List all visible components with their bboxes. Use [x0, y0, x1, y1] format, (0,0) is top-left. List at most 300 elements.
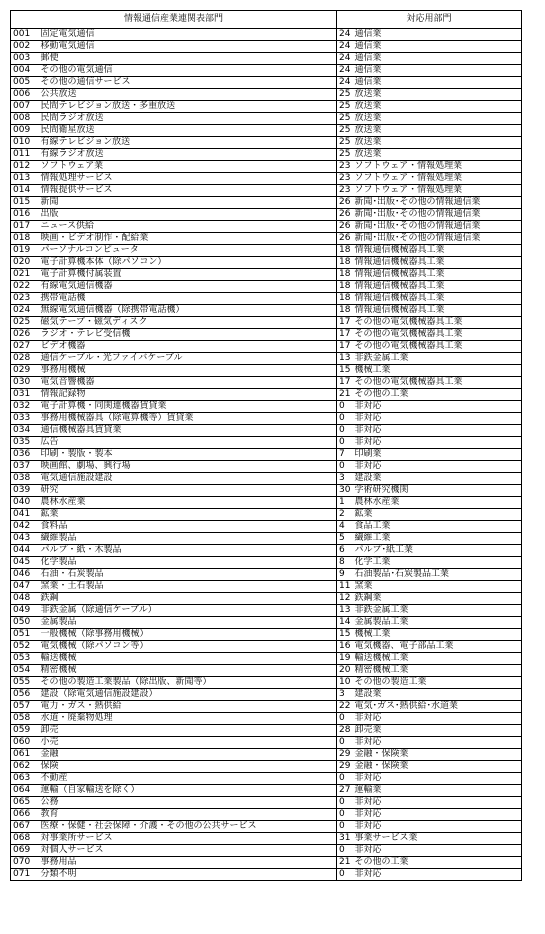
target-code-cell: 7 — [337, 449, 353, 461]
table-row — [11, 137, 522, 149]
sector-name-cell: 電気通信施設建設 — [39, 473, 337, 485]
target-code-cell: 23 — [337, 185, 353, 197]
table-row — [11, 797, 522, 809]
target-name-cell: 非対応 — [352, 413, 521, 425]
sector-name-cell: 有線テレビジョン放送 — [39, 137, 337, 149]
target-code-cell: 6 — [337, 545, 353, 557]
sector-code-cell: 021 — [11, 269, 39, 281]
table-row — [11, 41, 522, 53]
target-code-cell: 0 — [337, 773, 353, 785]
target-code-cell: 4 — [337, 521, 353, 533]
sector-name-cell: 化学製品 — [39, 557, 337, 569]
table-row — [11, 293, 522, 305]
table-row — [11, 725, 522, 737]
table-row — [11, 761, 522, 773]
sector-code-cell: 058 — [11, 713, 39, 725]
sector-name-cell: 出版 — [39, 209, 337, 221]
sector-code-cell: 017 — [11, 221, 39, 233]
target-name-cell: その他の電気機械器具工業 — [352, 329, 521, 341]
target-name-cell: 非対応 — [352, 713, 521, 725]
sector-name-cell: 医療・保健・社会保障・介護・その他の公共サービス — [39, 821, 337, 833]
target-code-cell: 3 — [337, 689, 353, 701]
sector-code-cell: 015 — [11, 197, 39, 209]
sector-name-cell: パルプ・紙・木製品 — [39, 545, 337, 557]
target-code-cell: 24 — [337, 77, 353, 89]
target-name-cell: 情報通信機械器具工業 — [352, 281, 521, 293]
target-code-cell: 13 — [337, 605, 353, 617]
target-name-cell: 非対応 — [352, 821, 521, 833]
target-code-cell: 0 — [337, 425, 353, 437]
table-row — [11, 773, 522, 785]
sector-name-cell: 金属製品 — [39, 617, 337, 629]
target-code-cell: 10 — [337, 677, 353, 689]
table-row — [11, 173, 522, 185]
table-row — [11, 677, 522, 689]
table-row — [11, 65, 522, 77]
sector-code-cell: 007 — [11, 101, 39, 113]
sector-code-cell: 028 — [11, 353, 39, 365]
sector-name-cell: 保険 — [39, 761, 337, 773]
table-row — [11, 365, 522, 377]
sector-name-cell: 情報記録物 — [39, 389, 337, 401]
sector-code-cell: 038 — [11, 473, 39, 485]
sector-name-cell: 電力・ガス・熱供給 — [39, 701, 337, 713]
sector-code-cell: 060 — [11, 737, 39, 749]
sector-code-cell: 037 — [11, 461, 39, 473]
table-row — [11, 869, 522, 881]
table-row — [11, 101, 522, 113]
target-name-cell: 金融・保険業 — [352, 761, 521, 773]
sector-code-cell: 047 — [11, 581, 39, 593]
sector-name-cell: 有線電気通信機器 — [39, 281, 337, 293]
target-code-cell: 0 — [337, 413, 353, 425]
target-name-cell: 非対応 — [352, 425, 521, 437]
table-row — [11, 737, 522, 749]
target-name-cell: 放送業 — [352, 113, 521, 125]
target-name-cell: 情報通信機械器具工業 — [352, 305, 521, 317]
sector-name-cell: 民間テレビジョン放送・多重放送 — [39, 101, 337, 113]
target-name-cell: 新聞･出版･その他の情報通信業 — [352, 209, 521, 221]
sector-name-cell: 対事業所サービス — [39, 833, 337, 845]
table-row — [11, 29, 522, 41]
sector-code-cell: 002 — [11, 41, 39, 53]
target-name-cell: 卸売業 — [352, 725, 521, 737]
target-name-cell: 新聞･出版･その他の情報通信業 — [352, 233, 521, 245]
target-name-cell: その他の電気機械器具工業 — [352, 341, 521, 353]
sector-code-cell: 068 — [11, 833, 39, 845]
sector-code-cell: 063 — [11, 773, 39, 785]
sector-name-cell: 電気機械（除パソコン等） — [39, 641, 337, 653]
sector-code-cell: 045 — [11, 557, 39, 569]
sector-name-cell: 鉄鋼 — [39, 593, 337, 605]
sector-code-cell: 053 — [11, 653, 39, 665]
target-name-cell: 放送業 — [352, 137, 521, 149]
sector-code-cell: 018 — [11, 233, 39, 245]
target-name-cell: 窯業 — [352, 581, 521, 593]
sector-name-cell: 移動電気通信 — [39, 41, 337, 53]
table-row — [11, 389, 522, 401]
target-name-cell: 非対応 — [352, 437, 521, 449]
target-name-cell: その他の工業 — [352, 389, 521, 401]
target-code-cell: 29 — [337, 761, 353, 773]
sector-name-cell: ソフトウェア業 — [39, 161, 337, 173]
sector-name-cell: その他の製造工業製品（除出版、新聞等） — [39, 677, 337, 689]
table-row — [11, 401, 522, 413]
table-row — [11, 305, 522, 317]
target-name-cell: その他の工業 — [352, 857, 521, 869]
target-name-cell: 非対応 — [352, 809, 521, 821]
target-name-cell: 化学工業 — [352, 557, 521, 569]
sector-code-cell: 064 — [11, 785, 39, 797]
target-code-cell: 16 — [337, 641, 353, 653]
sector-name-cell: 情報処理サービス — [39, 173, 337, 185]
sector-name-cell: 卸売 — [39, 725, 337, 737]
target-code-cell: 17 — [337, 329, 353, 341]
table-row — [11, 449, 522, 461]
sector-name-cell: 公共放送 — [39, 89, 337, 101]
sector-name-cell: 輸送機械 — [39, 653, 337, 665]
sector-code-cell: 049 — [11, 605, 39, 617]
sector-name-cell: パーソナルコンピュータ — [39, 245, 337, 257]
target-name-cell: 金属製品工業 — [352, 617, 521, 629]
target-name-cell: 放送業 — [352, 101, 521, 113]
sector-name-cell: 通信ケーブル・光ファイバケーブル — [39, 353, 337, 365]
target-code-cell: 18 — [337, 281, 353, 293]
table-row — [11, 257, 522, 269]
target-code-cell: 24 — [337, 65, 353, 77]
table-row — [11, 653, 522, 665]
target-code-cell: 12 — [337, 593, 353, 605]
target-code-cell: 17 — [337, 317, 353, 329]
target-code-cell: 18 — [337, 257, 353, 269]
table-header-row — [11, 11, 522, 29]
sector-code-cell: 003 — [11, 53, 39, 65]
table-row — [11, 197, 522, 209]
sector-code-cell: 065 — [11, 797, 39, 809]
target-name-cell: 非対応 — [352, 845, 521, 857]
target-name-cell: ソフトウェア・情報処理業 — [352, 161, 521, 173]
sector-name-cell: 教育 — [39, 809, 337, 821]
sector-code-cell: 032 — [11, 401, 39, 413]
target-code-cell: 0 — [337, 437, 353, 449]
table-row — [11, 581, 522, 593]
table-row — [11, 533, 522, 545]
target-code-cell: 24 — [337, 41, 353, 53]
target-code-cell: 22 — [337, 701, 353, 713]
sector-name-cell: 磁気テープ・磁気ディスク — [39, 317, 337, 329]
sector-name-cell: 電気音響機器 — [39, 377, 337, 389]
sector-code-cell: 039 — [11, 485, 39, 497]
table-row — [11, 473, 522, 485]
target-name-cell: 鉄鋼業 — [352, 593, 521, 605]
target-name-cell: 輸送機械工業 — [352, 653, 521, 665]
target-name-cell: 電気･ガス･熱供給･水道業 — [352, 701, 521, 713]
target-name-cell: 通信業 — [352, 41, 521, 53]
target-name-cell: 建設業 — [352, 473, 521, 485]
target-name-cell: 非鉄金属工業 — [352, 353, 521, 365]
sector-name-cell: ラジオ・テレビ受信機 — [39, 329, 337, 341]
table-row — [11, 281, 522, 293]
table-row — [11, 221, 522, 233]
target-code-cell: 25 — [337, 137, 353, 149]
sector-name-cell: 事務用機械器具（除電算機等）賃貸業 — [39, 413, 337, 425]
table-row — [11, 413, 522, 425]
sector-name-cell: 研究 — [39, 485, 337, 497]
target-code-cell: 5 — [337, 533, 353, 545]
sector-name-cell: ニュース供給 — [39, 221, 337, 233]
table-row — [11, 497, 522, 509]
target-code-cell: 0 — [337, 869, 353, 881]
sector-name-cell: 固定電気通信 — [39, 29, 337, 41]
header-ict-sector: 情報通信産業連関表部門 — [11, 11, 337, 29]
sector-code-cell: 020 — [11, 257, 39, 269]
sector-code-cell: 027 — [11, 341, 39, 353]
target-name-cell: 機械工業 — [352, 629, 521, 641]
sector-code-cell: 055 — [11, 677, 39, 689]
sector-name-cell: 繊維製品 — [39, 533, 337, 545]
target-name-cell: 非対応 — [352, 797, 521, 809]
sector-code-cell: 046 — [11, 569, 39, 581]
sector-code-cell: 019 — [11, 245, 39, 257]
sector-name-cell: 精密機械 — [39, 665, 337, 677]
target-code-cell: 0 — [337, 713, 353, 725]
target-code-cell: 25 — [337, 101, 353, 113]
target-code-cell: 25 — [337, 113, 353, 125]
table-row — [11, 701, 522, 713]
target-name-cell: 事業サービス業 — [352, 833, 521, 845]
sector-name-cell: 対個人サービス — [39, 845, 337, 857]
table-row — [11, 185, 522, 197]
target-code-cell: 27 — [337, 785, 353, 797]
sector-name-cell: 事務用機械 — [39, 365, 337, 377]
target-name-cell: 建設業 — [352, 689, 521, 701]
table-row — [11, 125, 522, 137]
target-name-cell: 運輸業 — [352, 785, 521, 797]
sector-code-cell: 036 — [11, 449, 39, 461]
target-name-cell: その他の電気機械器具工業 — [352, 317, 521, 329]
table-row — [11, 353, 522, 365]
sector-code-cell: 026 — [11, 329, 39, 341]
target-code-cell: 2 — [337, 509, 353, 521]
target-code-cell: 13 — [337, 353, 353, 365]
table-row — [11, 329, 522, 341]
target-code-cell: 0 — [337, 797, 353, 809]
table-row — [11, 545, 522, 557]
table-row — [11, 233, 522, 245]
target-name-cell: 非対応 — [352, 737, 521, 749]
table-row — [11, 821, 522, 833]
table-row — [11, 485, 522, 497]
target-name-cell: 情報通信機械器具工業 — [352, 245, 521, 257]
table-row — [11, 149, 522, 161]
table-row — [11, 425, 522, 437]
table-row — [11, 557, 522, 569]
table-row — [11, 749, 522, 761]
target-code-cell: 18 — [337, 305, 353, 317]
sector-code-cell: 042 — [11, 521, 39, 533]
target-name-cell: 学術研究機関 — [352, 485, 521, 497]
sector-name-cell: 窯業・土石製品 — [39, 581, 337, 593]
target-code-cell: 9 — [337, 569, 353, 581]
target-name-cell: 情報通信機械器具工業 — [352, 293, 521, 305]
sector-name-cell: その他の通信サービス — [39, 77, 337, 89]
sector-code-cell: 012 — [11, 161, 39, 173]
sector-code-cell: 006 — [11, 89, 39, 101]
target-code-cell: 26 — [337, 233, 353, 245]
sector-code-cell: 050 — [11, 617, 39, 629]
sector-name-cell: 水道・廃棄物処理 — [39, 713, 337, 725]
table-row — [11, 809, 522, 821]
table-row — [11, 641, 522, 653]
table-row — [11, 593, 522, 605]
sector-name-cell: 携帯電話機 — [39, 293, 337, 305]
target-code-cell: 26 — [337, 209, 353, 221]
target-code-cell: 0 — [337, 401, 353, 413]
target-code-cell: 19 — [337, 653, 353, 665]
target-name-cell: 精密機械工業 — [352, 665, 521, 677]
header-corresponding-sector: 対応用部門 — [337, 11, 522, 29]
sector-name-cell: ビデオ機器 — [39, 341, 337, 353]
target-name-cell: ソフトウェア・情報処理業 — [352, 185, 521, 197]
target-code-cell: 25 — [337, 149, 353, 161]
table-row — [11, 461, 522, 473]
target-name-cell: その他の製造工業 — [352, 677, 521, 689]
sector-name-cell: 石油・石炭製品 — [39, 569, 337, 581]
sector-name-cell: 情報提供サービス — [39, 185, 337, 197]
target-code-cell: 0 — [337, 845, 353, 857]
table-row — [11, 341, 522, 353]
sector-code-cell: 011 — [11, 149, 39, 161]
target-name-cell: 通信業 — [352, 65, 521, 77]
target-code-cell: 20 — [337, 665, 353, 677]
table-row — [11, 77, 522, 89]
table-body — [11, 29, 522, 881]
target-code-cell: 1 — [337, 497, 353, 509]
table-row — [11, 161, 522, 173]
table-row — [11, 785, 522, 797]
sector-name-cell: 民間衛星放送 — [39, 125, 337, 137]
table-row — [11, 53, 522, 65]
sector-code-cell: 025 — [11, 317, 39, 329]
sector-name-cell: 電子計算機本体（除パソコン） — [39, 257, 337, 269]
target-code-cell: 11 — [337, 581, 353, 593]
sector-code-cell: 061 — [11, 749, 39, 761]
sector-code-cell: 024 — [11, 305, 39, 317]
target-name-cell: 石油製品･石炭製品工業 — [352, 569, 521, 581]
table-row — [11, 437, 522, 449]
sector-code-cell: 009 — [11, 125, 39, 137]
target-name-cell: 繊維工業 — [352, 533, 521, 545]
target-code-cell: 15 — [337, 629, 353, 641]
target-name-cell: 非対応 — [352, 869, 521, 881]
target-name-cell: 非対応 — [352, 773, 521, 785]
table-row — [11, 845, 522, 857]
table-row — [11, 833, 522, 845]
sector-code-cell: 054 — [11, 665, 39, 677]
target-code-cell: 26 — [337, 221, 353, 233]
sector-code-cell: 069 — [11, 845, 39, 857]
sector-name-cell: 非鉄金属（除通信ケーブル） — [39, 605, 337, 617]
sector-name-cell: 金融 — [39, 749, 337, 761]
target-name-cell: 非鉄金属工業 — [352, 605, 521, 617]
target-code-cell: 15 — [337, 365, 353, 377]
target-code-cell: 18 — [337, 293, 353, 305]
sector-code-cell: 041 — [11, 509, 39, 521]
target-name-cell: 通信業 — [352, 53, 521, 65]
target-code-cell: 31 — [337, 833, 353, 845]
target-code-cell: 14 — [337, 617, 353, 629]
target-code-cell: 28 — [337, 725, 353, 737]
table-row — [11, 713, 522, 725]
sector-code-cell: 056 — [11, 689, 39, 701]
target-code-cell: 25 — [337, 89, 353, 101]
sector-name-cell: 通信機械器具賃貸業 — [39, 425, 337, 437]
table-row — [11, 521, 522, 533]
sector-name-cell: 広告 — [39, 437, 337, 449]
target-name-cell: 非対応 — [352, 401, 521, 413]
sector-name-cell: 電子計算機付属装置 — [39, 269, 337, 281]
target-name-cell: ソフトウェア・情報処理業 — [352, 173, 521, 185]
sector-name-cell: 電子計算機・同関連機器賃貸業 — [39, 401, 337, 413]
sector-code-cell: 067 — [11, 821, 39, 833]
sector-name-cell: 有線ラジオ放送 — [39, 149, 337, 161]
sector-code-cell: 005 — [11, 77, 39, 89]
target-name-cell: 情報通信機械器具工業 — [352, 269, 521, 281]
table-row — [11, 629, 522, 641]
target-code-cell: 0 — [337, 809, 353, 821]
sector-name-cell: 新聞 — [39, 197, 337, 209]
sector-code-cell: 030 — [11, 377, 39, 389]
target-code-cell: 23 — [337, 161, 353, 173]
target-name-cell: 情報通信機械器具工業 — [352, 257, 521, 269]
sector-name-cell: 農林水産業 — [39, 497, 337, 509]
sector-name-cell: 事務用品 — [39, 857, 337, 869]
table-row — [11, 569, 522, 581]
sector-name-cell: 分類不明 — [39, 869, 337, 881]
table-row — [11, 245, 522, 257]
table-row — [11, 209, 522, 221]
sector-name-cell: 印刷・製版・製本 — [39, 449, 337, 461]
target-code-cell: 8 — [337, 557, 353, 569]
target-name-cell: 新聞･出版･その他の情報通信業 — [352, 197, 521, 209]
table-row — [11, 665, 522, 677]
table-row — [11, 113, 522, 125]
sector-name-cell: 運輸（自家輸送を除く） — [39, 785, 337, 797]
sector-name-cell: その他の電気通信 — [39, 65, 337, 77]
target-code-cell: 23 — [337, 173, 353, 185]
sector-code-cell: 001 — [11, 29, 39, 41]
table-row — [11, 377, 522, 389]
target-code-cell: 21 — [337, 389, 353, 401]
sector-code-cell: 035 — [11, 437, 39, 449]
sector-code-cell: 057 — [11, 701, 39, 713]
target-name-cell: パルプ･紙工業 — [352, 545, 521, 557]
sector-code-cell: 043 — [11, 533, 39, 545]
target-code-cell: 26 — [337, 197, 353, 209]
sector-name-cell: 郵便 — [39, 53, 337, 65]
target-name-cell: 印刷業 — [352, 449, 521, 461]
target-name-cell: 非対応 — [352, 461, 521, 473]
sector-code-cell: 052 — [11, 641, 39, 653]
sector-name-cell: 民間ラジオ放送 — [39, 113, 337, 125]
sector-code-cell: 048 — [11, 593, 39, 605]
target-code-cell: 18 — [337, 269, 353, 281]
table-row — [11, 617, 522, 629]
sector-name-cell: 鉱業 — [39, 509, 337, 521]
sector-code-cell: 051 — [11, 629, 39, 641]
sector-code-cell: 013 — [11, 173, 39, 185]
sector-code-cell: 014 — [11, 185, 39, 197]
